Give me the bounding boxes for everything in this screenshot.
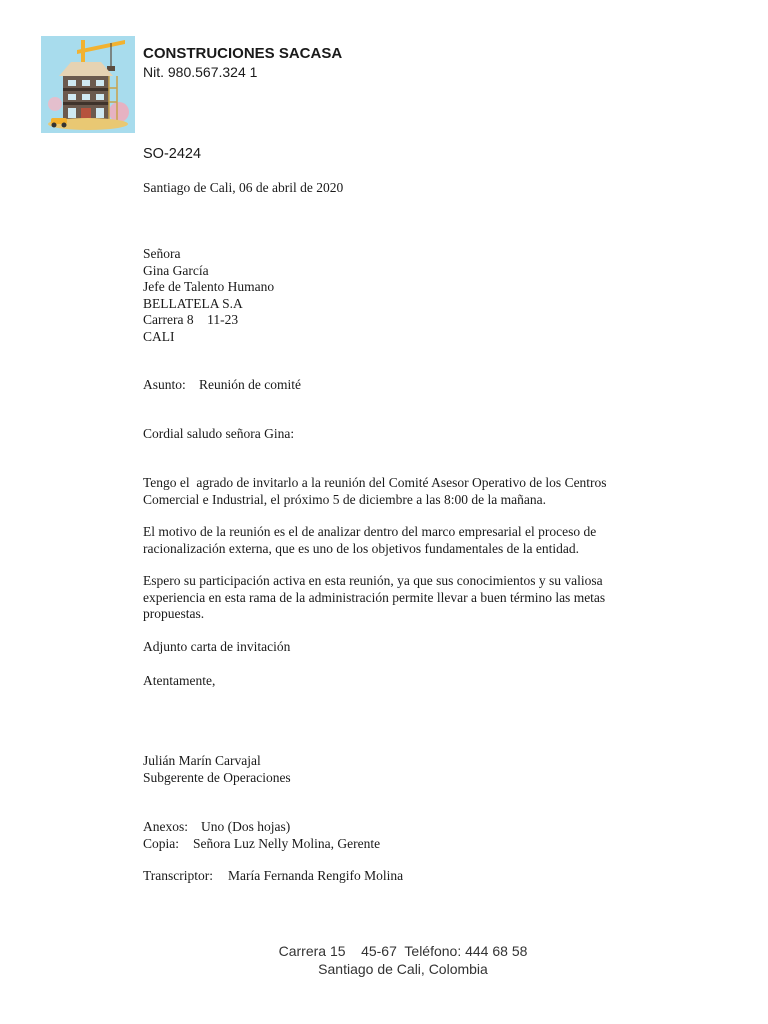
footer [0, 942, 768, 978]
annex-value: Uno (Dos hojas) [201, 819, 291, 834]
subject-value: Reunión de comité [199, 377, 301, 392]
copy-value: Señora Luz Nelly Molina, Gerente [193, 835, 381, 851]
paragraph-line: Comercial e Industrial, el próximo 5 de diciembre a las 8:00 de la mañana. [143, 491, 546, 507]
paragraph-line: El motivo de la reunión es el de analizar dentro del marco empresarial el proceso de [143, 524, 597, 539]
recipient-title: Jefe de Talento Humano [143, 279, 275, 294]
paragraph-line: Adjunto carta de invitación [143, 639, 291, 654]
letter-date: Santiago de Cali, 06 de abril de 2020 [143, 180, 344, 195]
signer-name: Julián Marín Carvajal [143, 753, 261, 768]
reference-code: SO-2424 [143, 146, 202, 162]
subject-label: Asunto: [143, 377, 186, 392]
paragraph-line: propuestas. [143, 606, 205, 621]
footer-address: Carrera 15 45-67 Teléfono: 444 68 58 [278, 943, 528, 959]
signer-block [143, 753, 291, 786]
paragraph-line: experiencia en esta rama de la administración permite llevar a buen término las metas [143, 589, 606, 605]
company-logo [41, 36, 135, 133]
body-paragraph-1 [143, 475, 633, 508]
transcriptor-label: Transcriptor: [143, 868, 213, 883]
annex-line [143, 819, 380, 836]
annex-label: Anexos: [143, 819, 188, 834]
greeting: Cordial saludo señora Gina: [143, 426, 295, 441]
recipient-salutation: Señora [143, 246, 181, 261]
body-paragraph-3 [143, 573, 633, 623]
transcriptor-line [143, 868, 403, 885]
transcriptor-value: María Fernanda Rengifo Molina [228, 868, 404, 883]
body-paragraph-2 [143, 524, 633, 557]
signer-title: Subgerente de Operaciones [143, 769, 291, 785]
footer-city: Santiago de Cali, Colombia [318, 961, 488, 977]
annex-block [143, 819, 380, 852]
paragraph-line: racionalización externa, que es uno de los objetivos fundamentales de la entidad. [143, 540, 579, 556]
recipient-name: Gina García [143, 262, 209, 278]
company-nit: Nit. 980.567.324 1 [143, 64, 258, 80]
closing: Atentamente, [143, 673, 216, 688]
paragraph-line: Espero su participación activa en esta reunión, ya que sus conocimientos y su valiosa [143, 573, 603, 588]
recipient-company: BELLATELA S.A [143, 295, 243, 311]
construction-building-icon [41, 36, 135, 133]
recipient-block [143, 246, 274, 345]
copy-label: Copia: [143, 835, 179, 851]
company-name: CONSTRUCIONES SACASA [143, 45, 343, 62]
recipient-address: Carrera 8 11-23 [143, 312, 239, 327]
copy-line [143, 836, 380, 853]
body-paragraph-4 [143, 639, 633, 656]
recipient-city: CALI [143, 328, 175, 344]
subject-line [143, 377, 301, 394]
paragraph-line: Tengo el agrado de invitarlo a la reunión del Comité Asesor Operativo de los Centros [143, 475, 607, 490]
